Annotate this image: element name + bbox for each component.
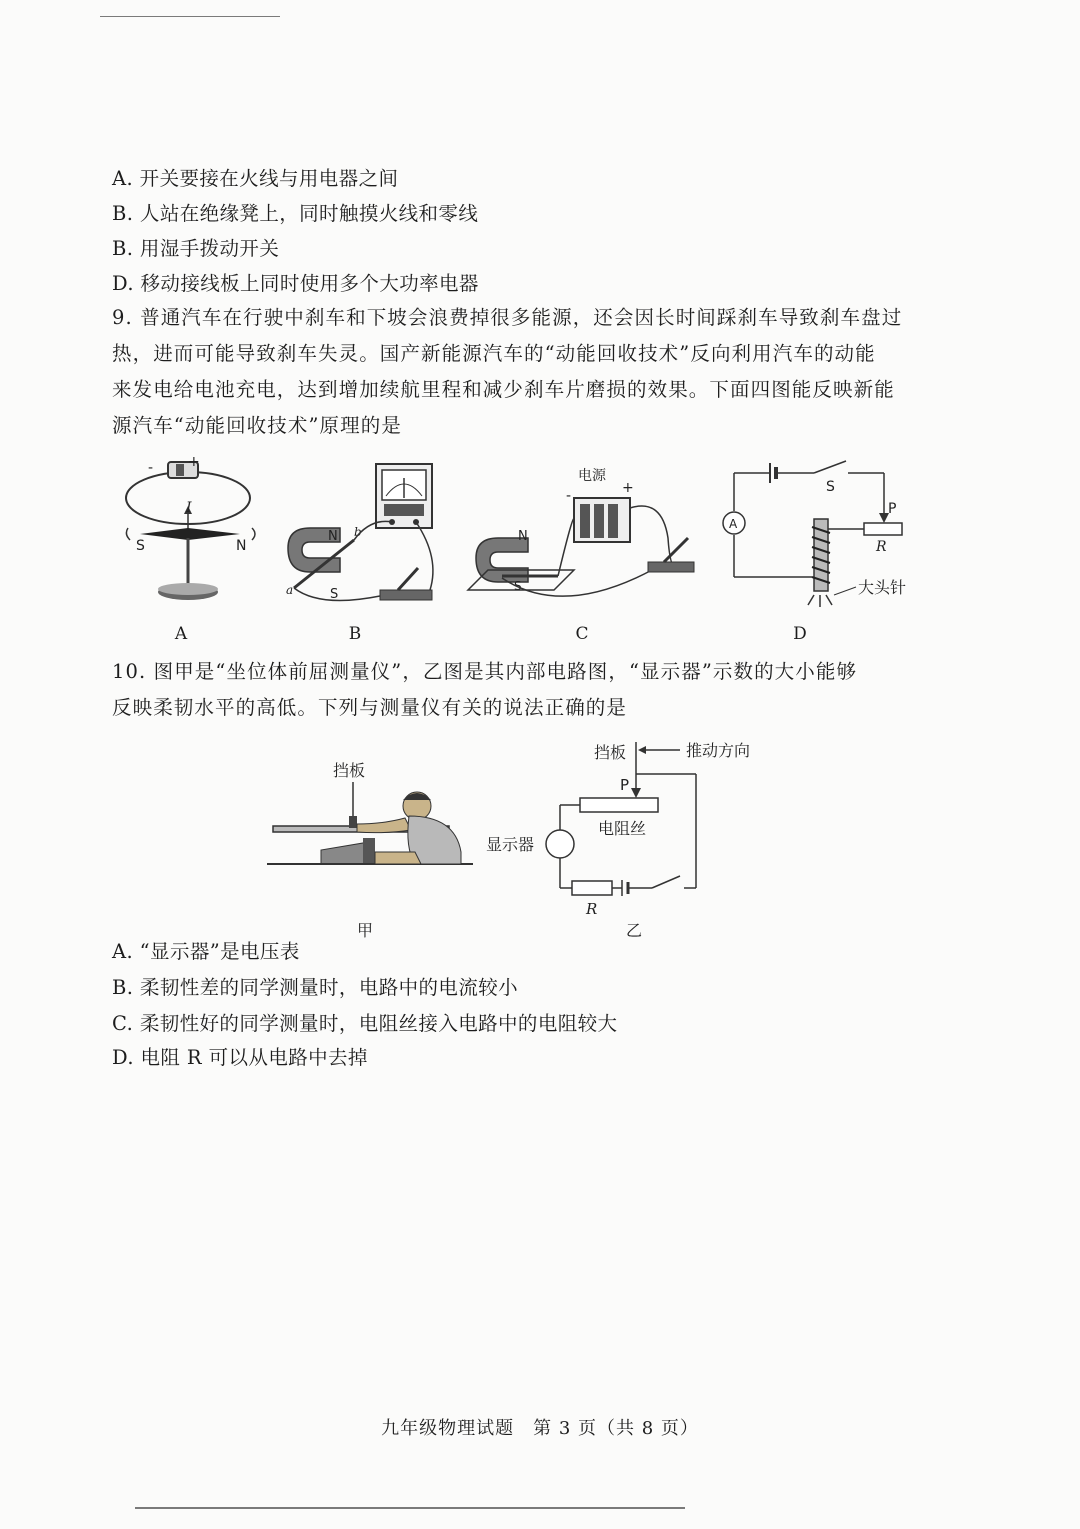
fig-yi-push: 推动方向 [686,741,751,760]
figure-d [716,455,926,610]
figure-d-label: D [793,624,807,644]
fig-d-resistor: R [876,539,887,555]
fig-a-plus: + [188,454,200,470]
q10-option-b: B. 柔韧性差的同学测量时，电路中的电流较小 [112,976,519,999]
q9-line-2: 热，进而可能导致刹车失灵。国产新能源汽车的“动能回收技术”反向利用汽车的动能 [112,342,876,365]
q8-option-d: D. 移动接线板上同时使用多个大功率电器 [112,272,479,295]
q8-option-c: B. 用湿手拨动开关 [112,237,280,260]
bottom-scan-line [135,1507,685,1509]
fig-c-plus: + [622,480,634,496]
fig-c-minus: - [566,488,572,504]
fig-yi-display: 显示器 [486,835,535,854]
figure-c [462,458,702,608]
q10-option-d: D. 电阻 R 可以从电路中去掉 [112,1046,368,1069]
fig-yi-resistor: R [586,900,598,918]
fig-d-switch: S [826,479,835,495]
q9-line-1: 9. 普通汽车在行驶中刹车和下坡会浪费掉很多能源，还会因长时间踩刹车导致刹车盘过 [112,306,903,329]
q10-line-2: 反映柔韧水平的高低。下列与测量仪有关的说法正确的是 [112,696,628,719]
fig-a-minus: - [148,460,154,476]
top-scan-line [100,16,280,17]
page-footer: 九年级物理试题 第 3 页（共 8 页） [381,1418,699,1439]
fig-b-south: S [330,587,339,602]
fig-b-north: N [328,529,338,544]
q9-line-4: 源汽车“动能回收技术”原理的是 [112,414,402,437]
figure-jia [265,752,485,942]
figure-b [280,458,450,608]
fig-yi-slider: P [620,776,630,794]
fig-a-north: N [236,538,247,554]
fig-jia-baffle: 挡板 [333,761,366,780]
fig-c-south: S [514,579,522,593]
figure-a [110,452,270,612]
fig-d-pins: 大头针 [858,578,907,597]
fig-d-slider: P [888,501,897,517]
fig-a-south: S [136,538,145,554]
figure-c-label: C [575,624,589,644]
q10-line-1: 10. 图甲是“坐位体前屈测量仪”，乙图是其内部电路图，“显示器”示数的大小能够 [112,660,858,683]
figure-b-label: B [348,624,362,644]
fig-a-current: I [186,500,192,516]
fig-yi-baffle: 挡板 [594,743,627,762]
fig-d-ammeter: A [729,517,738,531]
fig-yi-caption: 乙 [626,921,643,940]
fig-c-north: N [518,529,528,544]
q10-option-c: C. 柔韧性好的同学测量时，电阻丝接入电路中的电阻较大 [112,1012,618,1035]
figure-a-label: A [174,624,188,644]
q9-line-3: 来发电给电池充电，达到增加续航里程和减少刹车片磨损的效果。下面四图能反映新能 [112,378,895,401]
fig-b-a: a [286,583,294,597]
fig-yi-wire: 电阻丝 [598,819,647,838]
figure-yi [480,734,770,944]
fig-jia-caption: 甲 [357,921,374,940]
q10-option-a: A. “显示器”是电压表 [112,940,300,963]
q8-option-b: B. 人站在绝缘凳上，同时触摸火线和零线 [112,202,479,225]
fig-c-power: 电源 [578,468,606,484]
q8-option-a: A. 开关要接在火线与用电器之间 [112,167,399,190]
fig-b-b: b [354,525,362,539]
